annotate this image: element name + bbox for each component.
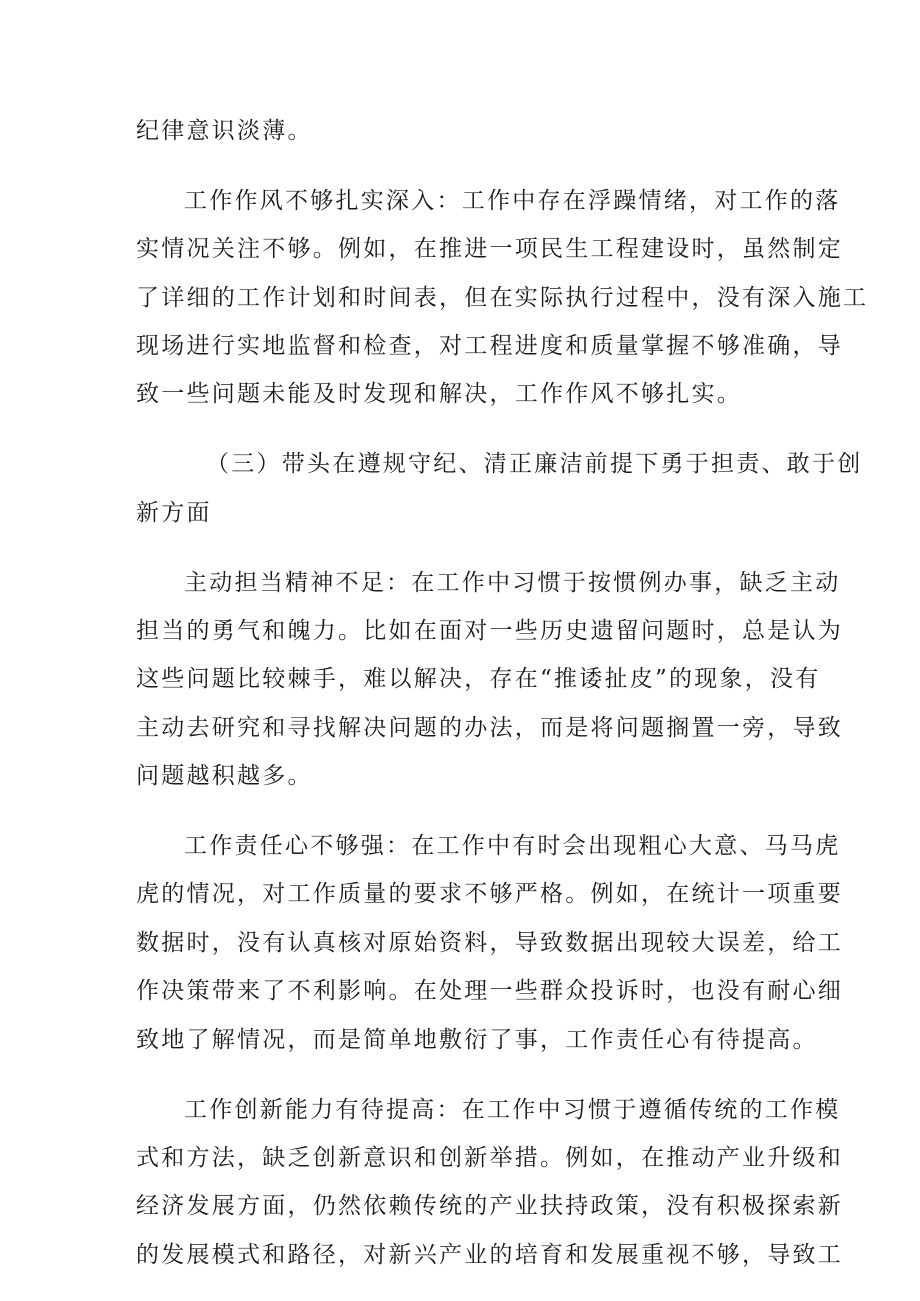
- paragraph-responsibility: [136, 822, 843, 1064]
- paragraph-line: 现场进行实地监督和检查，对工程进度和质量掌握不够准确，导: [136, 333, 843, 360]
- paragraph-work-style: [136, 177, 869, 419]
- paragraph-line: 工作作风不够扎实深入：工作中存在浮躁情绪，对工作的落: [184, 187, 841, 214]
- paragraph-line: 经济发展方面，仍然依赖传统的产业扶持政策，没有积极探索新: [136, 1193, 843, 1220]
- paragraph-innovation: [136, 1086, 843, 1280]
- paragraph-line: 致地了解情况，而是简单地敷衍了事，工作责任心有待提高。: [136, 1026, 818, 1053]
- paragraph-line: 担当的勇气和魄力。比如在面对一些历史遗留问题时，总是认为: [136, 618, 843, 645]
- paragraph-line: 纪律意识淡薄。: [136, 118, 313, 144]
- paragraph-line: 致一些问题未能及时发现和解决，工作作风不够扎实。: [136, 381, 742, 408]
- paragraph-line: 作决策带来了不利影响。在处理一些群众投诉时，也没有耐心细: [136, 978, 843, 1005]
- paragraph-line: 的发展模式和路径，对新兴产业的培育和发展重视不够，导致工: [136, 1241, 843, 1268]
- document-body: [136, 107, 869, 1279]
- heading-line: 新方面: [136, 499, 212, 526]
- paragraph-line: 工作创新能力有待提高：在工作中习惯于遵循传统的工作模: [184, 1096, 841, 1123]
- paragraph-line: 式和方法，缺乏创新意识和创新举措。例如，在推动产业升级和: [136, 1144, 843, 1171]
- paragraph-line: 实情况关注不够。例如，在推进一项民生工程建设时，虽然制定: [136, 236, 843, 263]
- paragraph-line: 问题越积越多。: [136, 763, 313, 790]
- paragraph-line: 这些问题比较棘手，难以解决，存在“推诿扯皮”的现象，没有: [136, 666, 821, 693]
- paragraph-line: 主动担当精神不足：在工作中习惯于按惯例办事，缺乏主动: [184, 569, 841, 596]
- paragraph-line: 虎的情况，对工作质量的要求不够严格。例如，在统计一项重要: [136, 881, 843, 908]
- paragraph-line: 数据时，没有认真核对原始资料，导致数据出现较大误差，给工: [136, 929, 843, 956]
- paragraph-initiative: [136, 559, 843, 801]
- paragraph-line: 工作责任心不够强：在工作中有时会出现粗心大意、马马虎: [184, 833, 841, 860]
- heading-line: （三）带头在遵规守纪、清正廉洁前提下勇于担责、敢于创: [206, 451, 863, 478]
- paragraph-line: 了详细的工作计划和时间表，但在实际执行过程中，没有深入施工: [136, 284, 869, 311]
- paragraph-line: 主动去研究和寻找解决问题的办法，而是将问题搁置一旁，导致: [136, 714, 843, 741]
- section-heading: [136, 440, 863, 537]
